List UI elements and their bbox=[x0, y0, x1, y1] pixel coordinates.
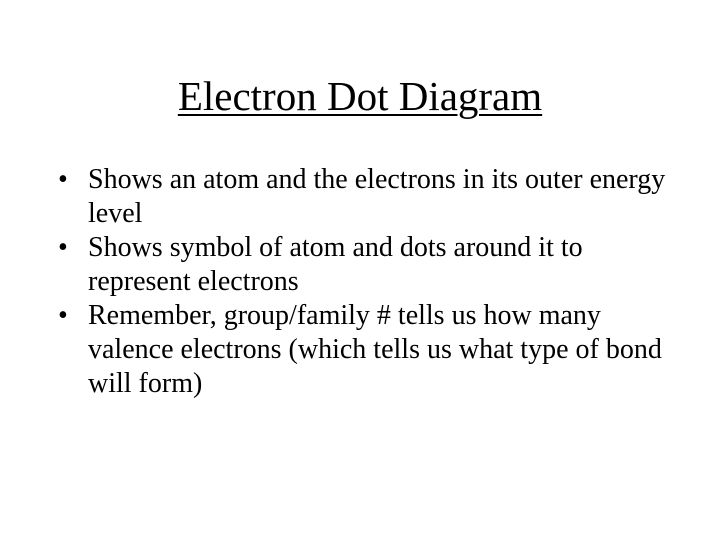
slide-title-text: Electron Dot Diagram bbox=[177, 73, 543, 119]
slide-title bbox=[0, 72, 720, 120]
bullet-marker: • bbox=[58, 232, 68, 263]
bullet-text: Shows symbol of atom and dots around it to represent electrons bbox=[88, 232, 583, 297]
bullet-item bbox=[58, 163, 678, 231]
bullet-text: Remember, group/family # tells us how many valence electrons (which tells us what type of bond will form) bbox=[88, 300, 662, 399]
bullet-text: Shows an atom and the electrons in its outer energy level bbox=[88, 164, 666, 229]
bullet-item bbox=[58, 231, 678, 299]
bullet-list bbox=[58, 163, 678, 401]
bullet-item bbox=[58, 299, 678, 401]
bullet-marker: • bbox=[58, 164, 68, 195]
bullet-marker: • bbox=[58, 300, 68, 331]
